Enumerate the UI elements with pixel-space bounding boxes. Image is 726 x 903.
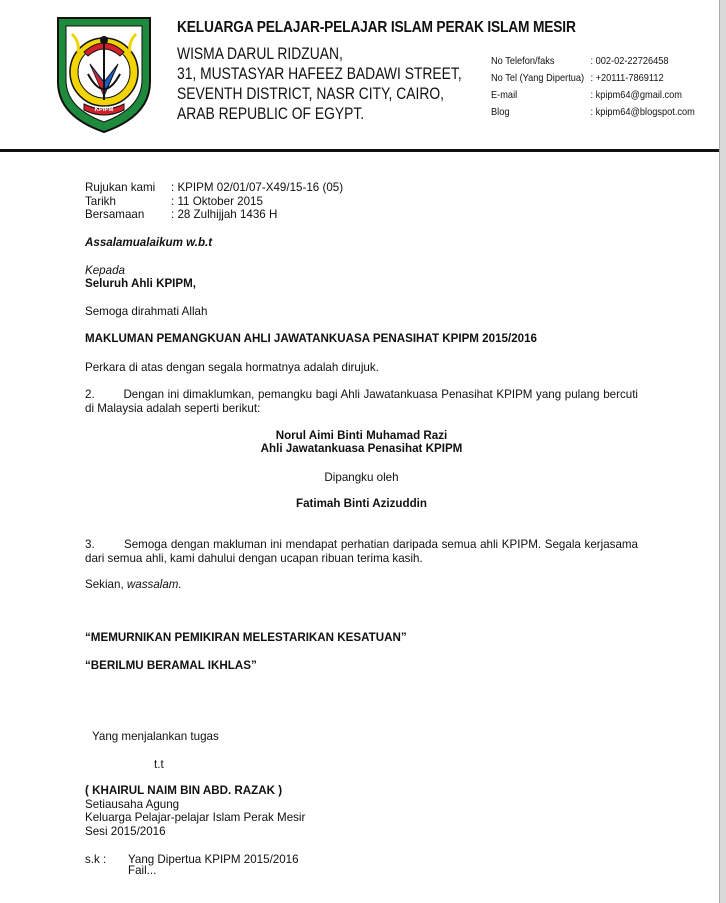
motto-2: “BERILMU BERAMAL IKHLAS”	[85, 659, 257, 672]
date-label: Tarikh	[85, 194, 116, 208]
closing-line	[85, 578, 638, 592]
svg-text:KPIPM: KPIPM	[94, 107, 114, 113]
kpipm-logo	[50, 12, 158, 136]
signer-title: Setiausaha Agung	[85, 798, 180, 811]
address-line: WISMA DARUL RIDZUAN,	[177, 45, 343, 63]
signer-session: Sesi 2015/2016	[85, 825, 166, 838]
signer-name: ( KHAIRUL NAIM BIN ABD. RAZAK )	[85, 784, 283, 797]
acting-name: Fatimah Binti Azizuddin	[296, 497, 427, 510]
page-edge	[719, 0, 726, 903]
signature-intro: Yang menjalankan tugas	[92, 730, 219, 743]
cc-line: Yang Dipertua KPIPM 2015/2016	[128, 853, 299, 866]
signature-mark: t.t	[154, 758, 164, 771]
hijri-date-value: : 28 Zulhijjah 1436 H	[171, 208, 278, 221]
contact-row	[491, 104, 695, 121]
reference-label: Rujukan kami	[85, 181, 156, 194]
subject-heading: MAKLUMAN PEMANGKUAN AHLI JAWATANKUASA PENASIHAT KPIPM 2015/2016	[85, 332, 537, 345]
acted-by-label: Dipangku oleh	[324, 471, 399, 484]
address-line: SEVENTH DISTRICT, NASR CITY, CAIRO,	[177, 85, 444, 103]
recipient: Seluruh Ahli KPIPM,	[85, 277, 197, 290]
reference-value: : KPIPM 02/01/07-X49/15-16 (05)	[171, 181, 344, 194]
paragraph-3: 3. Semoga dengan makluman ini mendapat perhatian daripada semua ahli KPIPM. Segala kerjasama dari semua ahli, kami dahului dengan ucapan ribuan terima kasih.	[85, 538, 642, 565]
cc-label: s.k :	[85, 853, 107, 866]
wish-line: Semoga dirahmati Allah	[85, 305, 208, 318]
paragraph-2: 2. Dengan ini dimaklumkan, pemangku bagi Ahli Jawatankuasa Penasihat KPIPM yang pulang bercuti di Malaysia adalah seperti berikut:	[85, 388, 642, 415]
contact-row	[491, 87, 695, 104]
reference-row	[85, 181, 638, 195]
contact-row	[491, 53, 695, 70]
hijri-date-row	[85, 208, 638, 222]
reference-block	[85, 181, 638, 222]
paragraph-1: Perkara di atas dengan segala hormatnya adalah dirujuk.	[85, 361, 379, 374]
motto-1: “MEMURNIKAN PEMIKIRAN MELESTARIKAN KESATUAN”	[85, 631, 407, 644]
org-address	[177, 44, 462, 124]
contact-label: No Tel (Yang Dipertua)	[491, 72, 585, 84]
contact-value: : +20111-7869112	[590, 72, 664, 84]
person-name: Norul Aimi Binti Muhamad Razi	[275, 429, 448, 442]
org-name: KELUARGA PELAJAR-PELAJAR ISLAM PERAK ISLAM MESIR	[177, 19, 576, 36]
closing-italic: wassalam.	[126, 578, 182, 591]
contact-row	[491, 70, 695, 87]
cc-line: Fail...	[128, 864, 157, 877]
address-line: 31, MUSTASYAR HAFEEZ BADAWI STREET,	[177, 65, 462, 83]
header-divider	[0, 149, 720, 152]
recipient-label: Kepada	[85, 264, 125, 277]
contact-label: No Telefon/faks	[491, 55, 555, 67]
address-line: ARAB REPUBLIC OF EGYPT.	[177, 105, 365, 123]
hijri-date-label: Bersamaan	[85, 208, 145, 221]
contact-blog[interactable]: : kpipm64@blogspot.com	[590, 106, 695, 118]
contact-email[interactable]: : kpipm64@gmail.com	[590, 89, 682, 101]
closing-text: Sekian,	[85, 578, 127, 591]
contact-value: : 002-02-22726458	[590, 55, 669, 67]
greeting: Assalamualaikum w.b.t	[85, 236, 213, 249]
person-role: Ahli Jawatankuasa Penasihat KPIPM	[260, 442, 463, 455]
contact-block	[491, 53, 695, 121]
contact-label: E-mail	[491, 89, 518, 101]
date-row	[85, 195, 638, 209]
date-value: : 11 Oktober 2015	[171, 194, 263, 208]
signer-organization: Keluarga Pelajar-pelajar Islam Perak Mesir	[85, 811, 306, 824]
contact-label: Blog	[491, 106, 510, 118]
